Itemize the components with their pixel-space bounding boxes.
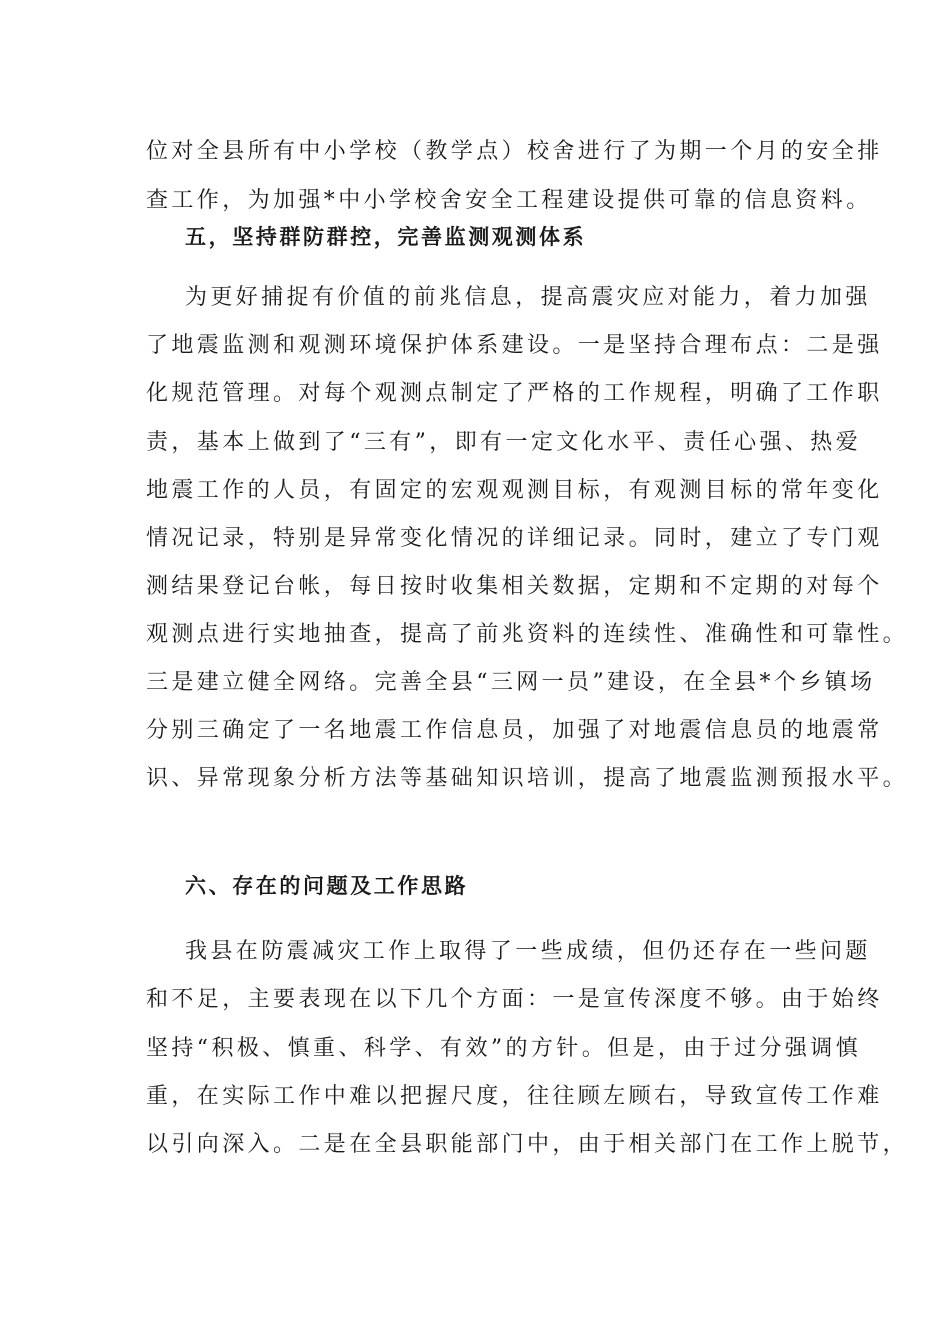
section-heading-5: 五，坚持群防群控，完善监测观测体系 <box>185 224 587 249</box>
paragraph-line: 化规范管理。对每个观测点制定了严格的工作规程，明确了工作职 <box>146 381 883 406</box>
paragraph-line: 识、异常现象分析方法等基础知识培训，提高了地震监测预报水平。 <box>146 766 909 791</box>
paragraph-line: 情况记录，特别是异常变化情况的详细记录。同时，建立了专门观 <box>146 526 883 551</box>
paragraph-line: 位对全县所有中小学校（教学点）校舍进行了为期一个月的安全排 <box>146 139 883 164</box>
paragraph-line: 分别三确定了一名地震工作信息员，加强了对地震信息员的地震常 <box>146 718 883 743</box>
paragraph-line: 坚持“积极、慎重、科学、有效”的方针。但是，由于过分强调慎 <box>146 1036 862 1061</box>
paragraph-line: 为更好捕捉有价值的前兆信息，提高震灾应对能力，着力加强 <box>185 285 871 310</box>
paragraph-line: 责，基本上做到了“三有”，即有一定文化水平、责任心强、热爱 <box>146 430 862 455</box>
paragraph-line: 了地震监测和观测环境保护体系建设。一是坚持合理布点：二是强 <box>146 333 883 358</box>
paragraph-line: 三是建立健全网络。完善全县“三网一员”建设，在全县*个乡镇场 <box>146 670 876 695</box>
paragraph-line: 观测点进行实地抽查，提高了前兆资料的连续性、准确性和可靠性。 <box>146 622 909 647</box>
paragraph-line: 地震工作的人员，有固定的宏观观测目标，有观测目标的常年变化 <box>146 478 883 503</box>
paragraph-line: 和不足，主要表现在以下几个方面：一是宣传深度不够。由于始终 <box>146 987 883 1012</box>
paragraph-line: 测结果登记台帐，每日按时收集相关数据，定期和不定期的对每个 <box>146 574 883 599</box>
paragraph-line: 以引向深入。二是在全县职能部门中，由于相关部门在工作上脱节， <box>146 1132 909 1157</box>
section-heading-6: 六、存在的问题及工作思路 <box>185 873 469 898</box>
paragraph-line: 我县在防震减灾工作上取得了一些成绩，但仍还存在一些问题 <box>185 939 871 964</box>
paragraph-line: 查工作，为加强*中小学校舍安全工程建设提供可靠的信息资料。 <box>146 188 872 213</box>
paragraph-line: 重，在实际工作中难以把握尺度，往往顾左顾右，导致宣传工作难 <box>146 1084 883 1109</box>
